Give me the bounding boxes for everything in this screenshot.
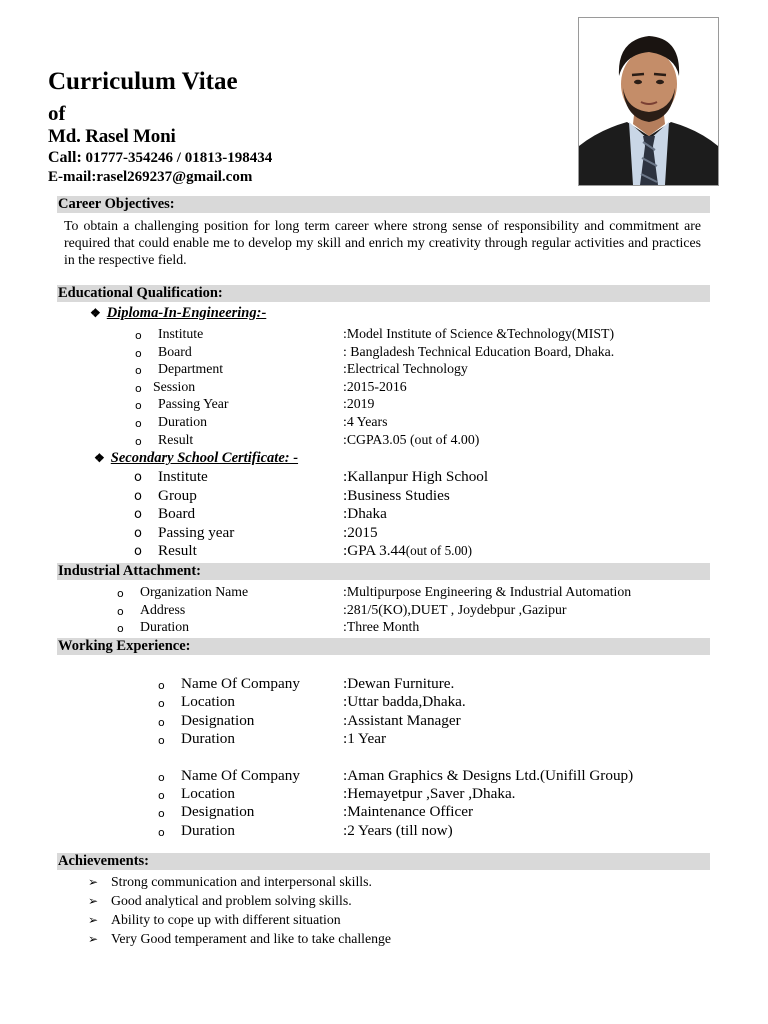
item-value: :Uttar badda,Dhaka. (343, 693, 466, 711)
list-item (0, 396, 768, 414)
bullet-icon: o (135, 399, 142, 413)
achievements-heading: Achievements: (58, 853, 150, 869)
bullet-icon: o (158, 788, 165, 802)
list-item (0, 584, 768, 602)
phone-numbers: 01777-354246 / 01813-198434 (81, 150, 273, 166)
list-item (0, 712, 768, 730)
item-label: Session (153, 378, 196, 394)
bullet-icon: o (134, 470, 142, 485)
item-label: Institute (158, 326, 204, 341)
item-value: :281/5(KO),DUET , Joydebpur ,Gazipur (343, 601, 567, 617)
bullet-icon: o (135, 346, 142, 360)
bullet-icon: o (135, 329, 142, 342)
item-label: Duration (181, 730, 235, 748)
bullet-icon: o (134, 507, 142, 523)
list-item (0, 361, 768, 379)
item-label: Location (181, 693, 235, 711)
person-photo-icon (579, 18, 718, 185)
list-item (0, 602, 768, 620)
list-item (0, 487, 768, 506)
item-value: :GPA 3.44(out of 5.00) (343, 542, 473, 560)
item-label: Designation (181, 711, 255, 729)
item-value: :Maintenance Officer (343, 803, 474, 821)
profile-photo (578, 17, 719, 186)
bullet-icon: o (117, 604, 124, 618)
item-value: :Three Month (343, 619, 420, 635)
education-band (57, 285, 710, 302)
item-label: Result (158, 542, 197, 560)
industrial-heading: Industrial Attachment: (58, 563, 201, 579)
item-label: Department (158, 361, 224, 377)
achievement-text: Good analytical and problem solving skills. (111, 893, 352, 908)
item-value: :Electrical Technology (343, 361, 468, 377)
item-value: :Kallanpur High School (343, 468, 489, 485)
item-value: :2019 (343, 396, 375, 412)
item-label: Board (158, 505, 196, 523)
arrow-bullet-icon: ➢ (88, 932, 99, 946)
list-item (0, 524, 768, 543)
list-item (0, 379, 768, 397)
arrow-bullet-icon: ➢ (88, 913, 99, 927)
list-item (0, 505, 768, 524)
list-item (0, 822, 768, 840)
list-item (0, 542, 768, 561)
item-label: Location (181, 784, 235, 802)
list-item (0, 344, 768, 362)
ssc-title (94, 450, 298, 467)
achievements-band (57, 853, 710, 870)
item-label: Result (158, 431, 194, 447)
diploma-title-text: Diploma-In-Engineering:- (106, 305, 267, 321)
list-item (0, 730, 768, 748)
item-label: Institute (158, 468, 208, 485)
ssc-title-text: Secondary School Certificate: - (110, 450, 299, 466)
achievement-text: Very Good temperament and like to take challenge (111, 931, 392, 946)
item-value: :2015 (343, 523, 378, 541)
education-heading: Educational Qualification: (58, 285, 223, 301)
item-value: :CGPA3.05 (out of 4.00) (343, 431, 480, 447)
item-value: :Business Studies (343, 486, 450, 504)
item-value: :2 Years (till now) (343, 821, 453, 839)
arrow-bullet-icon: ➢ (88, 875, 99, 889)
list-item (0, 693, 768, 711)
bullet-icon: o (135, 417, 142, 430)
list-item (0, 767, 768, 785)
item-label: Name Of Company (181, 675, 300, 692)
email-line: E-mail:rasel269237@gmail.com (48, 169, 253, 185)
work-heading: Working Experience: (58, 638, 191, 654)
bullet-icon: o (117, 587, 124, 600)
list-item (0, 785, 768, 803)
item-label: Passing year (158, 523, 235, 541)
item-label: Address (140, 601, 186, 617)
achievement-text: Ability to cope up with different situation (111, 912, 341, 927)
item-value: :Assistant Manager (343, 711, 461, 729)
item-label: Designation (181, 803, 255, 821)
bullet-icon: o (135, 364, 142, 378)
list-item (0, 675, 768, 693)
achievement-text: Strong communication and interpersonal skills. (111, 874, 372, 889)
list-item (0, 432, 768, 450)
phone-line (48, 149, 272, 167)
diploma-title (90, 305, 266, 322)
item-value-note: (out of 5.00) (405, 543, 473, 559)
bullet-icon: o (135, 381, 142, 395)
list-item (0, 326, 768, 344)
item-value: :Aman Graphics & Designs Ltd.(Unifill Group) (343, 766, 634, 784)
item-value: :Model Institute of Science &Technology(MIST) (343, 326, 615, 341)
item-value: : Bangladesh Technical Education Board, Dhaka. (343, 343, 615, 359)
bullet-icon: o (135, 434, 142, 448)
career-objectives-band (57, 196, 710, 213)
bullet-icon: o (158, 697, 165, 711)
item-label: Duration (140, 619, 190, 635)
bullet-icon: o (158, 679, 165, 692)
item-label: Passing Year (158, 396, 229, 412)
candidate-name: Md. Rasel Moni (48, 126, 176, 147)
bullet-icon: o (158, 825, 165, 839)
item-label: Group (158, 486, 197, 504)
item-label: Duration (181, 821, 235, 839)
item-value: :Hemayetpur ,Saver ,Dhaka. (343, 784, 516, 802)
bullet-icon: o (158, 715, 165, 729)
item-value: :4 Years (343, 414, 388, 429)
industrial-band (57, 563, 710, 580)
item-value: :1 Year (343, 730, 387, 748)
bullet-icon: o (158, 807, 165, 821)
bullet-icon: o (134, 544, 142, 560)
diamond-bullet-icon: ❖ (94, 451, 105, 465)
item-value: :Dhaka (343, 505, 387, 523)
list-item (0, 619, 768, 637)
bullet-icon: o (134, 488, 142, 504)
item-label: Board (158, 343, 192, 359)
arrow-bullet-icon: ➢ (88, 894, 99, 908)
list-item (0, 468, 768, 487)
work-band (57, 638, 710, 655)
bullet-icon: o (117, 622, 124, 636)
bullet-icon: o (158, 770, 165, 784)
list-item (0, 803, 768, 821)
bullet-icon: o (158, 734, 165, 748)
list-item (0, 414, 768, 432)
diamond-bullet-icon: ❖ (90, 306, 101, 320)
item-label: Name Of Company (181, 766, 300, 784)
item-label: Organization Name (140, 584, 249, 599)
cv-of: of (48, 101, 66, 125)
career-objectives-text: To obtain a challenging position for long term career where strong sense of responsibility and commitment are required that could enable me to develop my skill and enrich my creativity through regular activities and practices in the respective field. (64, 218, 701, 267)
call-label: Call: (48, 149, 82, 166)
item-value: :Dewan Furniture. (343, 675, 455, 692)
item-value: :2015-2016 (343, 378, 407, 394)
career-objectives-heading: Career Objectives: (58, 196, 175, 212)
item-value: :Multipurpose Engineering & Industrial Automation (343, 584, 632, 599)
cv-title: Curriculum Vitae (48, 68, 238, 95)
item-label: Duration (158, 414, 208, 429)
bullet-icon: o (134, 525, 142, 541)
